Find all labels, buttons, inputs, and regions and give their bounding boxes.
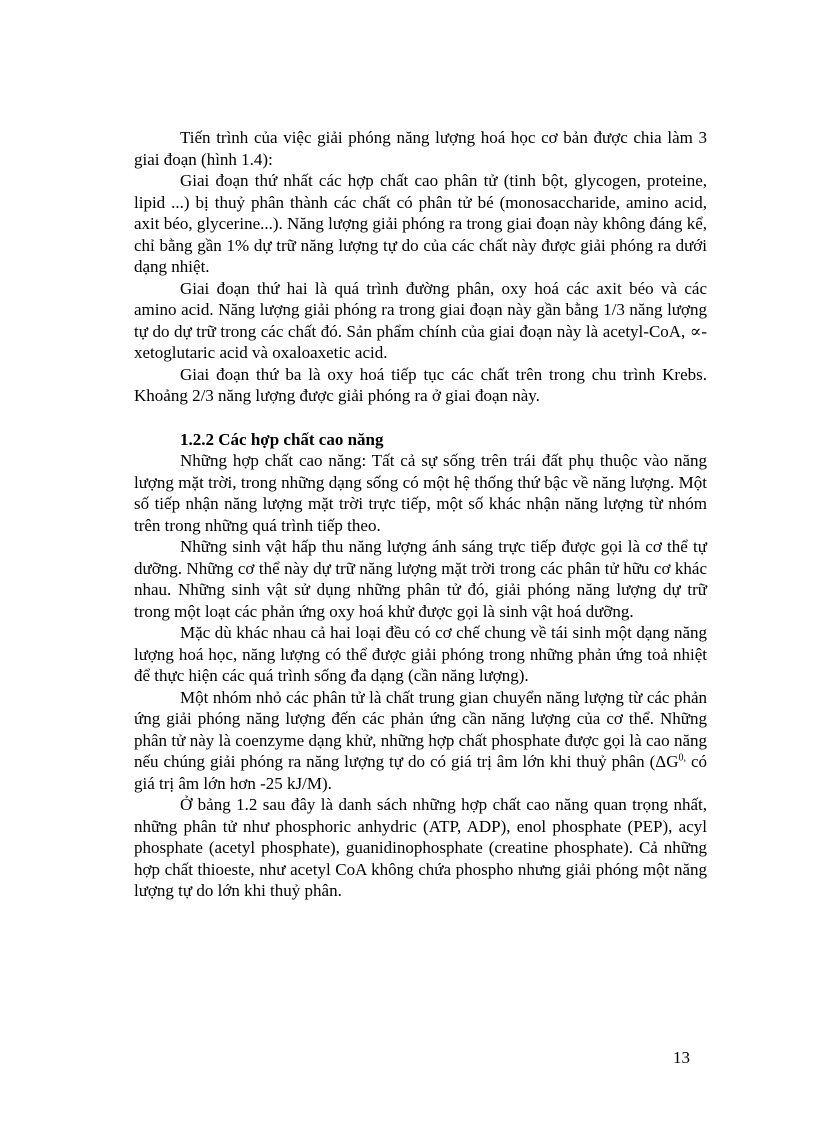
paragraph-high-energy-3: Mặc dù khác nhau cả hai loại đều có cơ chế chung về tái sinh một dạng năng lượng hoá học, năng lượng có thể được giải phóng trong những phản ứng toả nhiệt để thực hiện các quá trình sống đa dạng (cần năng lượng). [134,623,707,685]
paragraph-table-intro: Ở bảng 1.2 sau đây là danh sách những hợp chất cao năng quan trọng nhất, những phân tử như phosphoric anhydric (ATP, ADP), enol phosphate (PEP), acyl phosphate (acetyl phosphate), guanidinophosphate (creatine phosphate). Cả những hợp chất thioeste, như acetyl CoA không chứa phospho nhưng giải phóng một năng lượng tự do lớn khi thuỷ phân. [134,795,707,900]
paragraph-stage-1: Giai đoạn thứ nhất các hợp chất cao phân tử (tinh bột, glycogen, proteine, lipid ...) bị thuỷ phân thành các chất có phân tử bé (monosaccharide, amino acid, axit béo, glycerine...). Năng lượng giải phóng ra trong giai đoạn này không đáng kể, chỉ bằng gần 1% dự trữ năng lượng tự do của các chất này được giải phóng ra dưới dạng nhiệt. [134,171,707,276]
paragraph-delta-g [134,687,707,795]
paragraph-high-energy-2: Những sinh vật hấp thu năng lượng ánh sáng trực tiếp được gọi là cơ thể tự dưỡng. Những cơ thể này dự trữ năng lượng mặt trời trong các phân tử hữu cơ khác nhau. Những sinh vật sử dụng những phân tử đó, giải phóng năng lượng dự trữ trong một loạt các phản ứng oxy hoá khử được gọi là sinh vật hoá dưỡng. [134,537,707,621]
delta-g-superscript: 0, [678,752,686,764]
paragraph-stage-3: Giai đoạn thứ ba là oxy hoá tiếp tục các chất trên trong chu trình Krebs. Khoảng 2/3 năng lượng được giải phóng ra ở giai đoạn này. [134,364,707,405]
paragraph-high-energy-1: Những hợp chất cao năng: Tất cả sự sống trên trái đất phụ thuộc vào năng lượng mặt trời, trong những dạng sống có một hệ thống thứ bậc về năng lượng. Một số tiếp nhận năng lượng mặt trời trực tiếp, một số khác nhận năng lượng từ nhóm trên trong những quá trình tiếp theo. [134,451,707,535]
delta-g-text-before: Một nhóm nhỏ các phân tử là chất trung gian chuyển năng lượng từ các phản ứng giải phóng năng lượng đến các phản ứng cần năng lượng của cơ thể. Những phân tử này là coenzyme dạng khử, những hợp chất phosphate được gọi là cao năng nếu chúng giải phóng ra năng lượng tự do có giá trị âm lớn khi thuỷ phân (ΔG [134,687,707,771]
paragraph-stage-2: Giai đoạn thứ hai là quá trình đường phân, oxy hoá các axit béo và các amino acid. Năng lượng giải phóng ra trong giai đoạn này gần bằng 1/3 năng lượng tự do dự trữ trong các chất đó. Sản phẩm chính của giai đoạn này là acetyl-CoA, ∝-xetoglutaric acid và oxaloaxetic acid. [134,278,707,362]
paragraph-intro-1: Tiến trình của việc giải phóng năng lượng hoá học cơ bản được chia làm 3 giai đoạn (hình 1.4): [134,128,707,169]
section-heading: 1.2.2 Các hợp chất cao năng [180,429,384,449]
delta-g-text-after: có giá trị âm lớn hơn -25 kJ/M). [134,752,708,793]
page-body [134,127,707,902]
page-number: 13 [673,1048,690,1067]
